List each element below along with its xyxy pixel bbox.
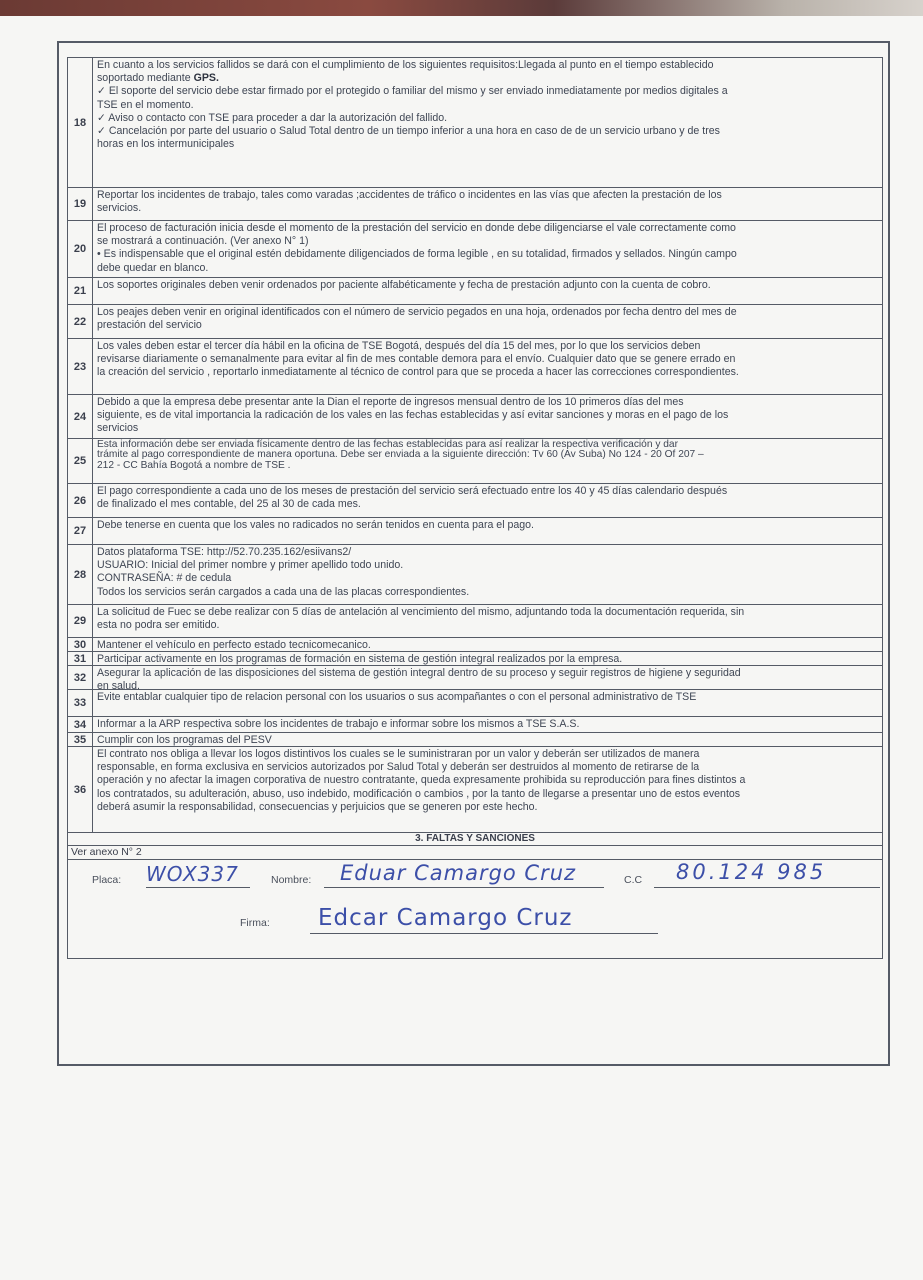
requirement-row-35 (68, 733, 882, 747)
placa-label: Placa: (92, 874, 122, 886)
requirement-text-line: Asegurar la aplicación de las disposiciones del sistema de gestión integral dentro de su proceso y seguir registros de higiene y seguridad (97, 667, 741, 679)
requirement-text-line: Los soportes originales deben venir ordenados por paciente alfabéticamente y fecha de prestación adjunto con la cuenta de cobro. (97, 279, 711, 291)
requirement-text-line: USUARIO: Inicial del primer nombre y primer apellido todo unido. (97, 559, 404, 572)
requirement-text-line: El pago correspondiente a cada uno de los meses de prestación del servicio será efectuado entre los 40 y 45 días calendario después (97, 485, 728, 497)
anexo-reference: Ver anexo N° 2 (68, 846, 882, 860)
requirement-text-line: Debe tenerse en cuenta que los vales no radicados no serán tenidos en cuenta para el pago. (97, 519, 535, 531)
requirement-number: 23 (68, 339, 93, 394)
requirement-number: 28 (68, 545, 93, 604)
nombre-underline (324, 887, 604, 888)
requirement-text-line: deberá asumir la responsabilidad, consecuencias y perjuicios que se generen por este hecho. (97, 800, 538, 813)
requirement-text-line: Los vales deben estar el tercer día hábil en la oficina de TSE Bogotá, después del día 15 del mes, por lo que los servicios deben (97, 340, 701, 352)
requirement-text-line: 212 - CC Bahía Bogotá a nombre de TSE . (97, 459, 291, 471)
requirement-text (93, 638, 882, 651)
requirement-text-line: Los peajes deben venir en original identificados con el número de servicio pegados en una hoja, ordenados por fecha dentro del mes de (97, 306, 737, 318)
requirement-text-line: ✓ El soporte del servicio debe estar firmado por el protegido o familiar del mismo y ser enviado inmediatamente por medios digitales a (97, 85, 728, 98)
photo-top-edge (0, 0, 923, 16)
requirement-text-line: servicios (97, 422, 139, 435)
requirement-number: 34 (68, 717, 93, 732)
requirement-text (93, 439, 882, 483)
section-title: 3. FALTAS Y SANCIONES (68, 833, 882, 846)
requirement-number: 35 (68, 733, 93, 746)
requirement-number: 19 (68, 188, 93, 220)
requirement-row-30 (68, 638, 882, 652)
requirement-text-line: la creación del servicio , reportarlo inmediatamente al técnico de control para que se proceda a hacer las correcciones correspondientes. (97, 366, 739, 379)
requirement-text (93, 545, 882, 604)
requirement-text (93, 652, 882, 665)
requirement-text-line: Esta información debe ser enviada físicamente dentro de las fechas establecidas para así realizar la respectiva verificación y dar (97, 439, 678, 450)
requirement-text-line: Evite entablar cualquier tipo de relacion personal con los usuarios o sus acompañantes o con el personal administrativo de TSE (97, 691, 697, 703)
placa-underline (146, 887, 250, 888)
requirement-text-line: revisarse diariamente o semanalmente para evitar al fin de mes contable demora para el envío. Cualquier dato que se genere errado en (97, 353, 736, 366)
requirement-text-line: prestación del servicio (97, 319, 202, 332)
requirement-text (93, 690, 882, 716)
firma-label: Firma: (240, 917, 270, 929)
requirement-text-line: Datos plataforma TSE: http://52.70.235.162/esiivans2/ (97, 546, 352, 558)
nombre-label: Nombre: (271, 874, 312, 886)
requirement-text (93, 605, 882, 637)
requirement-number: 25 (68, 439, 93, 483)
requirement-text-line: Mantener el vehículo en perfecto estado tecnicomecanico. (97, 639, 371, 651)
requirement-number: 31 (68, 652, 93, 665)
requirement-text-line: En cuanto a los servicios fallidos se dará con el cumplimiento de los siguientes requisitos:Llegada al punto en el tiempo establecido (97, 59, 714, 71)
requirement-row-33 (68, 690, 882, 717)
requirement-row-32 (68, 666, 882, 690)
requirement-text (93, 339, 882, 394)
requirement-row-22 (68, 305, 882, 339)
requirement-text (93, 221, 882, 277)
requirement-number: 29 (68, 605, 93, 637)
placa-value: WOX337 (146, 862, 239, 886)
requirement-row-20 (68, 221, 882, 278)
requirement-row-25 (68, 439, 882, 484)
requirement-text-line: Debido a que la empresa debe presentar ante la Dian el reporte de ingresos mensual dentro de los 10 primeros días del mes (97, 396, 684, 408)
requirement-text-line: Cumplir con los programas del PESV (97, 734, 272, 746)
requirement-text (93, 188, 882, 220)
requirement-text-line: trámite al pago correspondiente de manera oportuna. Debe ser enviada a la siguiente dirección: Tv 60 (Av Suba) No 124 - 20 Of 207 – (97, 449, 704, 461)
requirement-text (93, 747, 882, 832)
requirement-row-29 (68, 605, 882, 638)
requirement-text-line: • Es indispensable que el original estén debidamente diligenciados de forma legible , en su totalidad, firmados y sellados. Ningún campo (97, 248, 737, 261)
requirement-text-line: operación y no afectar la imagen corporativa de nuestro contratante, queda expresamente prohibida su reproducción para fines distintos a (97, 774, 746, 787)
requirement-text (93, 666, 882, 689)
requirement-row-31 (68, 652, 882, 666)
requirement-number: 22 (68, 305, 93, 338)
requirement-text (93, 395, 882, 438)
requirement-number: 32 (68, 666, 93, 689)
requirement-text (93, 58, 882, 187)
requirement-text (93, 518, 882, 544)
firma-underline (310, 933, 658, 934)
requirement-row-34 (68, 717, 882, 733)
requirement-text-line: ✓ Cancelación por parte del usuario o Salud Total dentro de un tiempo inferior a una hora en caso de de un servicio urbano y de tres (97, 125, 720, 138)
requirement-text (93, 484, 882, 517)
requirement-row-23 (68, 339, 882, 395)
requirement-row-19 (68, 188, 882, 221)
requirement-text-line: El contrato nos obliga a llevar los logos distintivos los cuales se le suministraran por un valor y deberán ser utilizados de manera (97, 748, 700, 760)
requirement-text-line: El proceso de facturación inicia desde el momento de la prestación del servicio en donde debe diligenciarse el vale correctamente como (97, 222, 736, 234)
requirement-row-24 (68, 395, 882, 439)
requirement-text-line: Todos los servicios serán cargados a cada una de las placas correspondientes. (97, 585, 470, 598)
requirement-text (93, 717, 882, 732)
requirement-number: 33 (68, 690, 93, 716)
requirement-text (93, 278, 882, 304)
requirement-text-line: de finalizado el mes contable, del 25 al 30 de cada mes. (97, 498, 361, 511)
requirement-text-line: servicios. (97, 202, 142, 215)
cc-underline (654, 887, 880, 888)
requirement-number: 27 (68, 518, 93, 544)
requirement-row-21 (68, 278, 882, 305)
requirement-number: 26 (68, 484, 93, 517)
requirement-text (93, 305, 882, 338)
requirement-text-line: debe quedar en blanco. (97, 261, 209, 274)
requirement-text-line: en salud. (97, 680, 140, 689)
requirement-text-line: soportado mediante GPS. (97, 72, 219, 85)
cc-value: 80.124 985 (676, 860, 827, 884)
requirement-row-28 (68, 545, 882, 605)
requirement-text-line: se mostrará a continuación. (Ver anexo N° 1) (97, 235, 309, 248)
requirements-rows (68, 58, 882, 833)
cc-label: C.C (624, 874, 643, 886)
requirement-text-line: Reportar los incidentes de trabajo, tales como varadas ;accidentes de tráfico o incidentes en las vías que afecten la prestación de los (97, 189, 722, 201)
requirement-text-line: los contratados, su adulteración, abuso, uso indebido, modificación o cambios , por la tanto de llegarse a presentar uno de estos eventos (97, 787, 741, 800)
firma-value: Edcar Camargo Cruz (318, 905, 573, 931)
requirement-text-line: La solicitud de Fuec se debe realizar con 5 días de antelación al vencimiento del mismo, adjuntando toda la documentación requerida, sin (97, 606, 745, 618)
requirement-text-line: Participar activamente en los programas de formación en sistema de gestión integral realizados por la empresa. (97, 653, 623, 665)
requirement-number: 20 (68, 221, 93, 277)
requirement-text-line: responsable, en forma exclusiva en servicios autorizados por Salud Total y deberán ser destruidos al momento de retirarse de la (97, 761, 700, 774)
requirements-table (67, 57, 883, 959)
requirement-number: 18 (68, 58, 93, 187)
requirement-number: 24 (68, 395, 93, 438)
requirement-text-line: siguiente, es de vital importancia la radicación de los vales en las fechas establecidas y así evitar sanciones y moras en el pago de los (97, 409, 729, 422)
requirement-text-line: TSE en el momento. (97, 98, 194, 111)
signature-block (68, 860, 882, 958)
nombre-value: Eduar Camargo Cruz (340, 861, 577, 885)
requirement-row-36 (68, 747, 882, 833)
requirement-row-26 (68, 484, 882, 518)
requirement-text-line: horas en los intermunicipales (97, 138, 235, 151)
requirement-number: 30 (68, 638, 93, 651)
requirement-text-line: CONTRASEÑA: # de cedula (97, 572, 232, 585)
requirement-text (93, 733, 882, 746)
requirement-number: 21 (68, 278, 93, 304)
requirement-row-27 (68, 518, 882, 545)
requirement-text-line: esta no podra ser emitido. (97, 619, 220, 632)
requirement-row-18 (68, 58, 882, 188)
requirement-text-line: Informar a la ARP respectiva sobre los incidentes de trabajo e informar sobre los mismos a TSE S.A.S. (97, 718, 580, 730)
requirement-number: 36 (68, 747, 93, 832)
requirement-text-line: ✓ Aviso o contacto con TSE para proceder a dar la autorización del fallido. (97, 111, 448, 124)
